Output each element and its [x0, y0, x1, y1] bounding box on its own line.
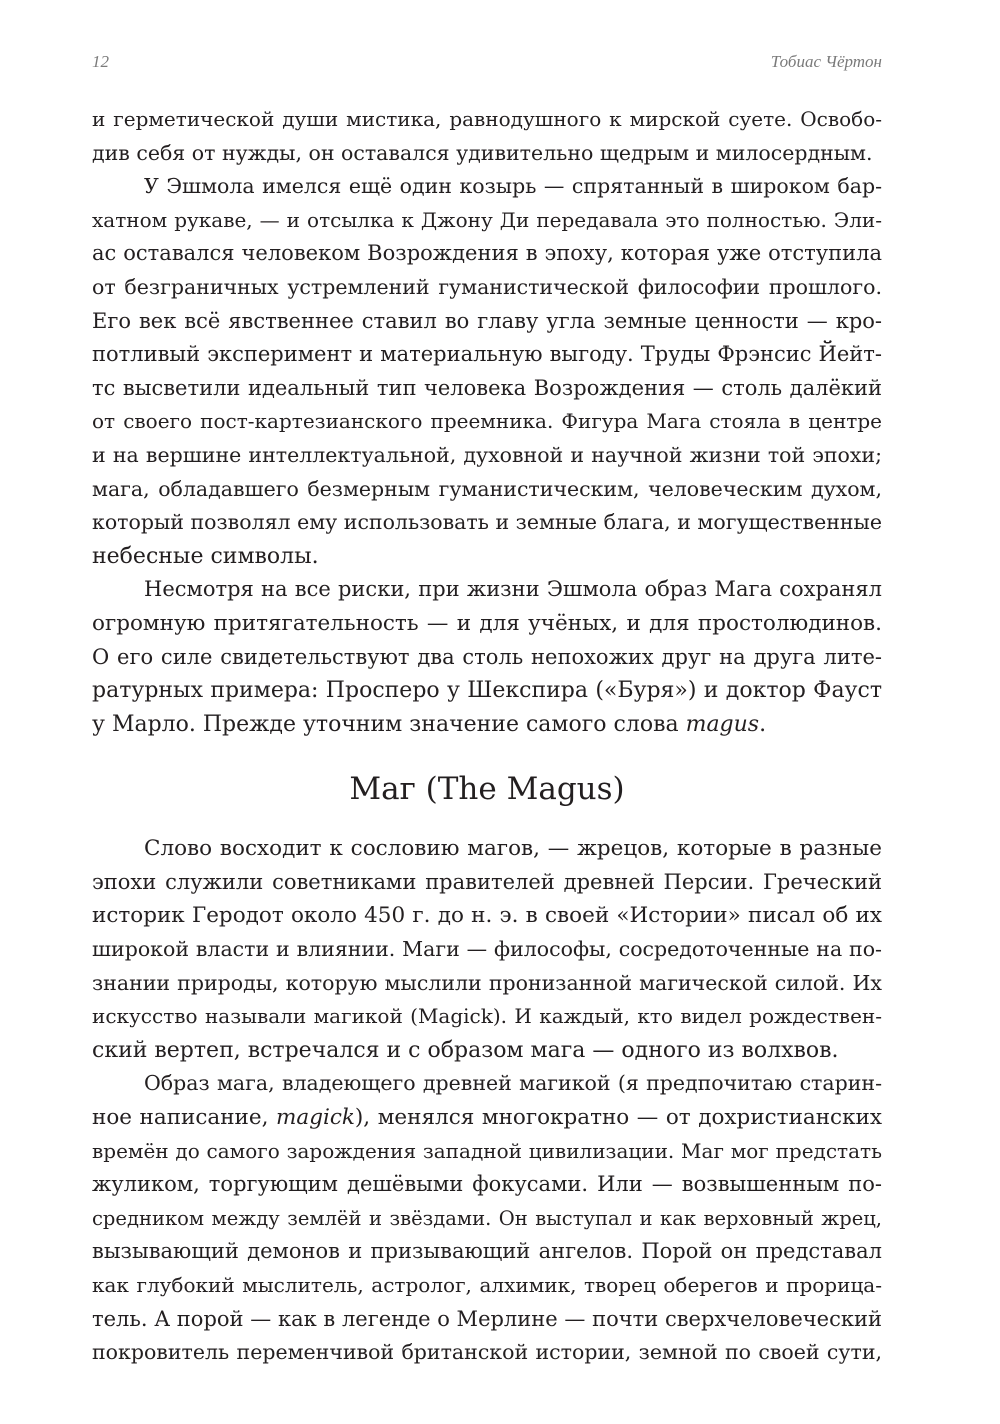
text-line: небесные символы.: [92, 543, 319, 569]
section-heading: Маг (The Magus): [349, 771, 625, 808]
text-line: тель. А порой — как в легенде о Мерлине — почти сверхчеловеческий: [92, 1306, 882, 1331]
text-line: от своего пост-картезианского преемника. Фигура Мага стояла в центре: [92, 409, 882, 434]
text-line: широкой власти и влиянии. Маги — философы, сосредоточенные на по-: [92, 937, 882, 962]
text-line: и герметической души мистика, равнодушного к мирской суете. Освобо-: [92, 107, 882, 131]
text-run: ), менялся многократно — от дохристианских: [354, 1105, 882, 1131]
text-line: потливый эксперимент и материальную выгоду. Труды Фрэнсис Йейт-: [92, 342, 882, 367]
text-run: у Марло. Прежде уточним значение самого слова: [92, 711, 686, 737]
text-line: как глубокий мыслитель, астролог, алхимик, творец оберегов и прорица-: [92, 1273, 882, 1297]
text-line: [92, 1101, 882, 1135]
text-line: покровитель переменчивой британской истории, земной по своей сути,: [92, 1340, 882, 1365]
page-number: 12: [92, 52, 109, 71]
text-line: ас оставался человеком Возрождения в эпоху, которая уже отступила: [92, 241, 882, 266]
text-line: Его век всё явственнее ставил во главу угла земные ценности — кро-: [92, 308, 882, 333]
italic-term: magus: [685, 711, 760, 737]
text-line: ратурных примера: Просперо у Шекспира («Буря») и доктор Фауст: [92, 678, 882, 704]
text-line: хатном рукаве, — и отсылка к Джону Ди передавала это полностью. Эли-: [92, 207, 882, 232]
text-line: времён до самого зарождения западной цивилизации. Маг мог предстать: [92, 1138, 882, 1163]
text-run: .: [759, 711, 767, 737]
text-line: и на вершине интеллектуальной, духовной и научной жизни той эпохи;: [92, 442, 882, 467]
italic-term: magick: [276, 1105, 355, 1131]
text-line: который позволял ему использовать и земные блага, и могущественные: [92, 510, 882, 535]
text-line: знании природы, которую мыслили пронизанной магической силой. Их: [92, 970, 882, 995]
text-run: ное написание,: [92, 1105, 276, 1131]
text-line: Слово восходит к сословию магов, — жрецов, которые в разные: [144, 836, 882, 862]
text-line: тс высветили идеальный тип человека Возрождения — столь далёкий: [92, 375, 882, 400]
text-line: див себя от нужды, он оставался удивительно щедрым и милосердным.: [92, 140, 873, 165]
text-line: Образ мага, владеющего древней магикой (я предпочитаю старин-: [144, 1071, 882, 1096]
body-text: [92, 103, 882, 1370]
text-line: эпохи служили советниками правителей древней Персии. Греческий: [92, 869, 882, 894]
text-line: историк Геродот около 450 г. до н. э. в своей «Истории» писал об их: [92, 903, 882, 929]
text-line: огромную притягательность — и для учёных, и для простолюдинов.: [92, 610, 882, 636]
text-line: от безграничных устремлений гуманистической философии прошлого.: [92, 274, 882, 299]
text-line: У Эшмола имелся ещё один козырь — спрятанный в широком бар-: [144, 174, 882, 199]
text-line: жуликом, торгующим дешёвыми фокусами. Или — возвышенным по-: [92, 1172, 882, 1197]
text-line: ский вертеп, встречался и с образом мага — одного из волхвов.: [92, 1037, 839, 1063]
text-line: вызывающий демонов и призывающий ангелов. Порой он представал: [92, 1239, 882, 1264]
text-line: [92, 708, 882, 742]
running-head: [92, 52, 882, 76]
text-line: О его силе свидетельствуют два столь непохожих друг на друга лите-: [92, 644, 882, 669]
text-line: Несмотря на все риски, при жизни Эшмола образ Мага сохранял: [144, 577, 882, 602]
running-head-author: Тобиас Чёртон: [770, 52, 882, 71]
text-line: средником между землёй и звёздами. Он выступал и как верховный жрец,: [92, 1206, 882, 1230]
text-line: мага, обладавшего безмерным гуманистическим, человеческим духом,: [92, 476, 882, 501]
text-line: искусство называли магикой (Magick). И каждый, кто видел рождествен-: [92, 1004, 882, 1029]
